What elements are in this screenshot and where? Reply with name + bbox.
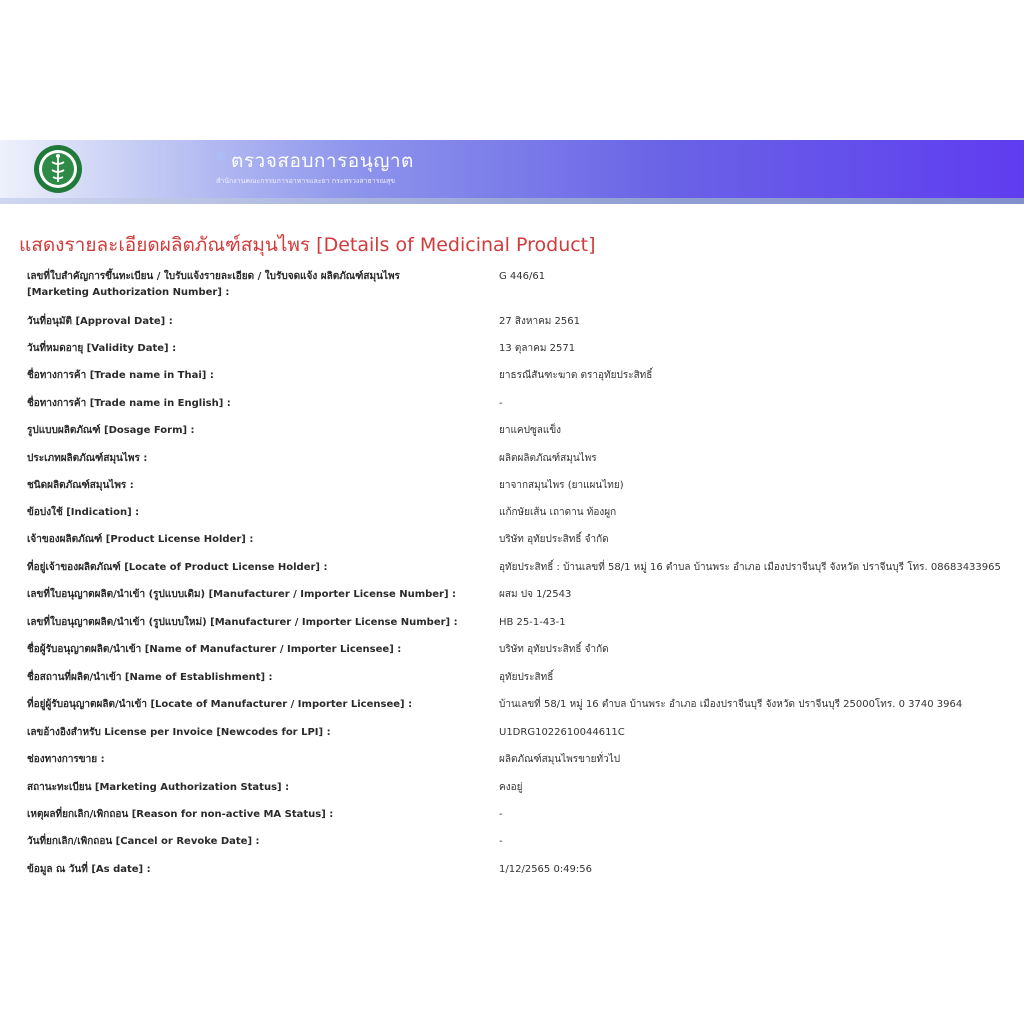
detail-label xyxy=(27,396,477,412)
site-subtitle: สำนักงานคณะกรรมการอาหารและยา กระทรวงสาธารณสุข xyxy=(216,177,396,185)
detail-label-line: สถานะทะเบียน [Marketing Authorization Status] : xyxy=(27,782,290,793)
detail-label xyxy=(27,560,477,576)
detail-label-line: เลขที่ใบสำคัญการขึ้นทะเบียน / ใบรับแจ้งรายละเอียด / ใบรับจดแจ้ง ผลิตภัณฑ์สมุนไพร xyxy=(27,271,400,282)
detail-value: 27 สิงหาคม 2561 xyxy=(499,316,581,327)
detail-value: ผลิตภัณฑ์สมุนไพรขายทั่วไป xyxy=(499,754,621,765)
detail-label xyxy=(27,780,477,796)
detail-label xyxy=(27,423,477,439)
detail-value: ผสม ปจ 1/2543 xyxy=(499,589,572,600)
detail-label-line: ชื่อผู้รับอนุญาตผลิต/นำเข้า [Name of Manufacturer / Importer Licensee] : xyxy=(27,644,402,655)
detail-value: บริษัท อุทัยประสิทธิ์ จำกัด xyxy=(499,644,609,655)
detail-value: G 446/61 xyxy=(499,271,546,282)
detail-label-line: วันที่หมดอายุ [Validity Date] : xyxy=(27,343,177,354)
detail-value: HB 25-1-43-1 xyxy=(499,617,566,628)
detail-label xyxy=(27,752,477,768)
detail-label-line: ข้อมูล ณ วันที่ [As date] : xyxy=(27,864,151,875)
detail-label xyxy=(27,725,477,741)
detail-value: ยาธรณีสันฑะฆาต ตราอุทัยประสิทธิ์ xyxy=(499,370,653,381)
detail-label xyxy=(27,478,477,494)
detail-label xyxy=(27,505,477,521)
detail-label-line: วันที่อนุมัติ [Approval Date] : xyxy=(27,316,173,327)
page-title: แสดงรายละเอียดผลิตภัณฑ์สมุนไพร [Details of Medicinal Product] xyxy=(19,234,596,256)
detail-label-line: ข้อบ่งใช้ [Indication] : xyxy=(27,507,140,518)
detail-label-line: เลขที่ใบอนุญาตผลิต/นำเข้า (รูปแบบเดิม) [Manufacturer / Importer License Number] : xyxy=(27,589,457,600)
detail-label xyxy=(27,314,477,330)
detail-label-line: ประเภทผลิตภัณฑ์สมุนไพร : xyxy=(27,453,148,464)
detail-label-line: ชื่อสถานที่ผลิต/นำเข้า [Name of Establishment] : xyxy=(27,672,273,683)
detail-label-line: รูปแบบผลิตภัณฑ์ [Dosage Form] : xyxy=(27,425,195,436)
detail-label-line: เหตุผลที่ยกเลิก/เพิกถอน [Reason for non-active MA Status] : xyxy=(27,809,334,820)
detail-label-line: ชื่อทางการค้า [Trade name in English] : xyxy=(27,398,231,409)
detail-value: อุทัยประสิทธิ์ xyxy=(499,672,554,683)
detail-value: บริษัท อุทัยประสิทธิ์ จำกัด xyxy=(499,534,609,545)
detail-label-line: ช่องทางการขาย : xyxy=(27,754,105,765)
detail-label xyxy=(27,341,477,357)
detail-value: 13 ตุลาคม 2571 xyxy=(499,343,576,354)
detail-label xyxy=(27,269,477,301)
detail-value: แก้กษัยเส้น เถาดาน ท้องผูก xyxy=(499,507,617,518)
detail-label-line: เจ้าของผลิตภัณฑ์ [Product License Holder] : xyxy=(27,534,254,545)
detail-label xyxy=(27,670,477,686)
site-title[interactable]: ตรวจสอบการอนุญาต xyxy=(231,150,414,172)
detail-label xyxy=(27,697,477,713)
detail-value: บ้านเลขที่ 58/1 หมู่ 16 ตำบล บ้านพระ อำเภอ เมืองปราจีนบุรี จังหวัด ปราจีนบุรี 25000โทร. 0 3740 3964 xyxy=(499,699,963,710)
detail-label-line: เลขอ้างอิงสำหรับ License per Invoice [Newcodes for LPI] : xyxy=(27,727,331,738)
detail-value: อุทัยประสิทธิ์ : บ้านเลขที่ 58/1 หมู่ 16 ตำบล บ้านพระ อำเภอ เมืองปราจีนบุรี จังหวัด ปราจีนบุรี โทร. 08683433965 xyxy=(499,562,1001,573)
detail-value: ยาแคปซูลแข็ง xyxy=(499,425,562,436)
detail-label-line: วันที่ยกเลิก/เพิกถอน [Cancel or Revoke Date] : xyxy=(27,836,260,847)
detail-label xyxy=(27,451,477,467)
detail-label-line: [Marketing Authorization Number] : xyxy=(27,287,230,298)
detail-label-line: เลขที่ใบอนุญาตผลิต/นำเข้า (รูปแบบใหม่) [Manufacturer / Importer License Number] : xyxy=(27,617,458,628)
detail-value: ยาจากสมุนไพร (ยาแผนไทย) xyxy=(499,480,624,491)
detail-value: 1/12/2565 0:49:56 xyxy=(499,864,593,875)
detail-label-line: ที่อยู่เจ้าของผลิตภัณฑ์ [Locate of Product License Holder] : xyxy=(27,562,328,573)
detail-value: ผลิตผลิตภัณฑ์สมุนไพร xyxy=(499,453,597,464)
detail-value: - xyxy=(499,836,503,847)
detail-value: - xyxy=(499,809,503,820)
detail-label xyxy=(27,834,477,850)
detail-label-line: ที่อยู่ผู้รับอนุญาตผลิต/นำเข้า [Locate of Manufacturer / Importer Licensee] : xyxy=(27,699,413,710)
detail-label xyxy=(27,587,477,603)
detail-label xyxy=(27,532,477,548)
detail-label xyxy=(27,615,477,631)
detail-value: U1DRG1022610044611C xyxy=(499,727,625,738)
detail-label xyxy=(27,807,477,823)
detail-value: - xyxy=(499,398,503,409)
detail-label-line: ชนิดผลิตภัณฑ์สมุนไพร : xyxy=(27,480,134,491)
detail-label-line: ชื่อทางการค้า [Trade name in Thai] : xyxy=(27,370,214,381)
detail-label xyxy=(27,368,477,384)
detail-label xyxy=(27,642,477,658)
detail-label xyxy=(27,862,477,878)
detail-value: คงอยู่ xyxy=(499,782,523,793)
